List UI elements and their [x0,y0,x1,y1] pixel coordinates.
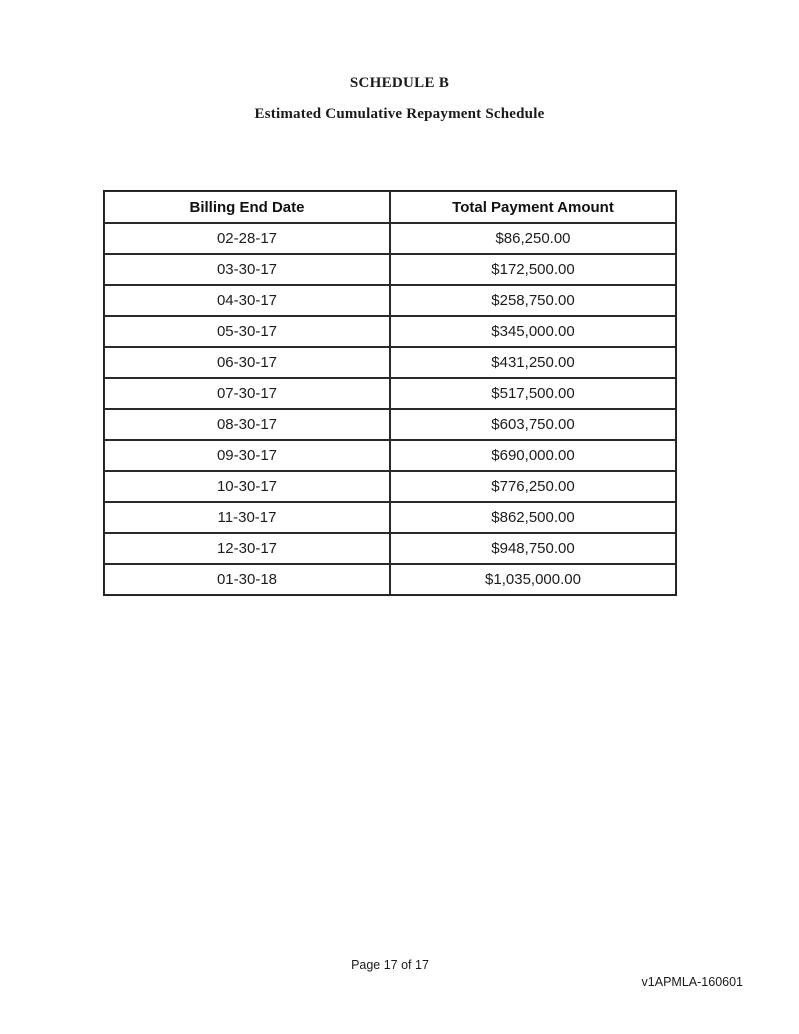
table-row [104,378,676,409]
billing-end-date-cell: 02-28-17 [104,223,390,254]
billing-end-date-cell: 04-30-17 [104,285,390,316]
total-payment-amount-cell: $86,250.00 [390,223,676,254]
billing-end-date-cell: 10-30-17 [104,471,390,502]
table-row [104,471,676,502]
total-payment-amount-cell: $603,750.00 [390,409,676,440]
billing-end-date-cell: 06-30-17 [104,347,390,378]
table-row [104,409,676,440]
total-payment-amount-cell: $431,250.00 [390,347,676,378]
total-payment-amount-cell: $1,035,000.00 [390,564,676,595]
table-row [104,347,676,378]
total-payment-amount-cell: $690,000.00 [390,440,676,471]
table-row [104,285,676,316]
billing-end-date-cell: 05-30-17 [104,316,390,347]
billing-end-date-header: Billing End Date [104,191,390,223]
total-payment-amount-cell: $776,250.00 [390,471,676,502]
document-version-code: v1APMLA-160601 [641,975,743,989]
total-payment-amount-header: Total Payment Amount [390,191,676,223]
table-row [104,316,676,347]
total-payment-amount-cell: $345,000.00 [390,316,676,347]
billing-end-date-cell: 08-30-17 [104,409,390,440]
billing-end-date-cell: 11-30-17 [104,502,390,533]
table-row [104,440,676,471]
total-payment-amount-cell: $258,750.00 [390,285,676,316]
billing-end-date-cell: 12-30-17 [104,533,390,564]
table-body [104,223,676,595]
table-row [104,254,676,285]
billing-end-date-cell: 07-30-17 [104,378,390,409]
schedule-subtitle: Estimated Cumulative Repayment Schedule [254,106,545,122]
table-header [104,191,676,223]
billing-end-date-cell: 03-30-17 [104,254,390,285]
table-row [104,564,676,595]
table-header-row [104,191,676,223]
billing-end-date-cell: 01-30-18 [104,564,390,595]
table-row [104,502,676,533]
repayment-schedule-table [103,190,677,596]
total-payment-amount-cell: $948,750.00 [390,533,676,564]
total-payment-amount-cell: $172,500.00 [390,254,676,285]
page-number-indicator: Page 17 of 17 [351,958,429,972]
table-row [104,223,676,254]
schedule-title: SCHEDULE B [349,75,450,91]
total-payment-amount-cell: $517,500.00 [390,378,676,409]
billing-end-date-cell: 09-30-17 [104,440,390,471]
table-row [104,533,676,564]
total-payment-amount-cell: $862,500.00 [390,502,676,533]
